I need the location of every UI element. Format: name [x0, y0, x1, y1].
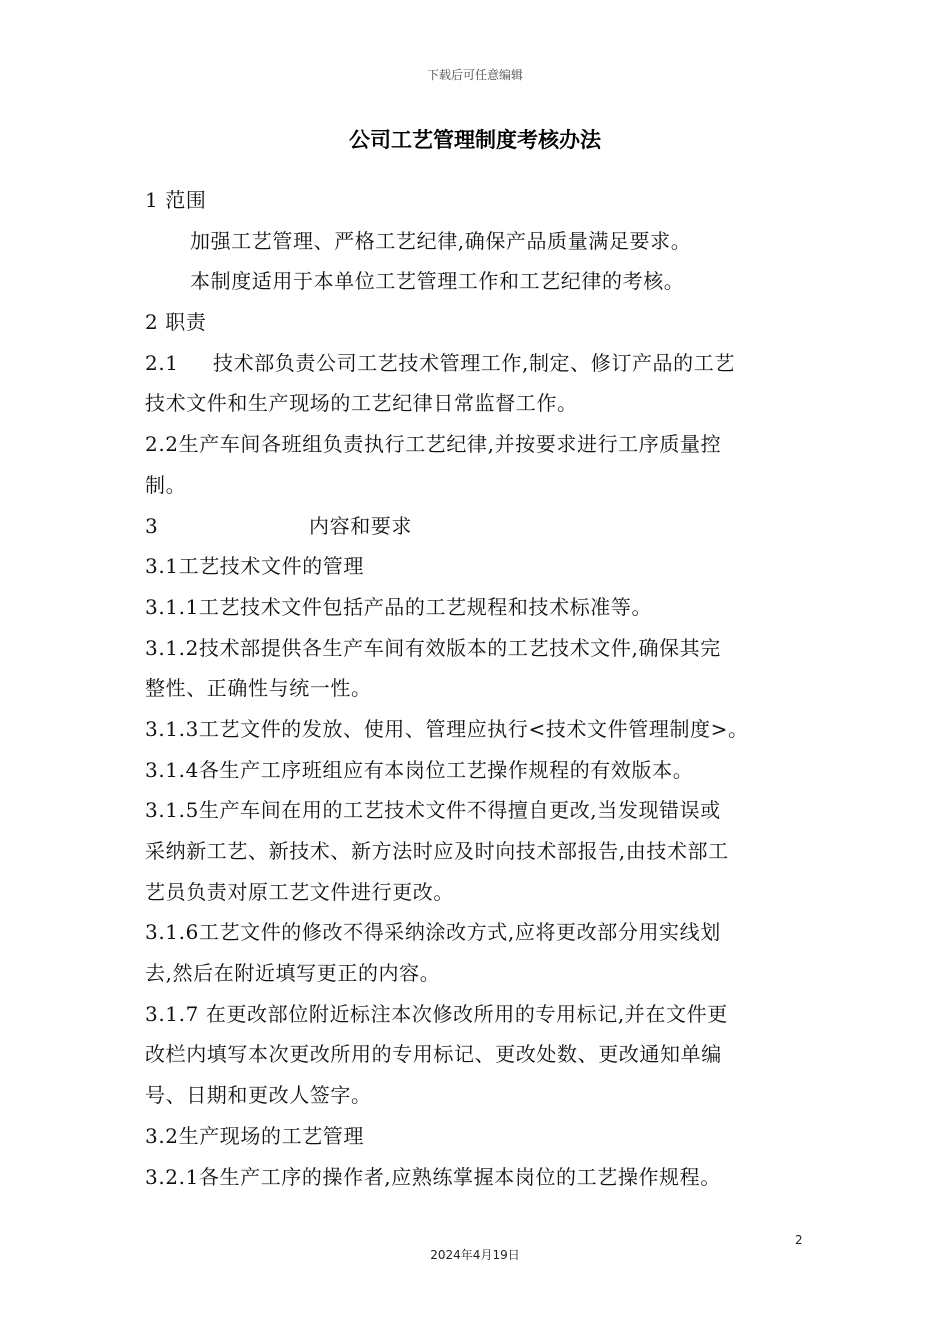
section-heading-duties: 2 职责 — [145, 310, 207, 335]
subsection-heading: 3.1工艺技术文件的管理 — [145, 554, 365, 579]
paragraph-line: 技术文件和生产现场的工艺纪律日常监督工作。 — [145, 391, 578, 416]
paragraph-line: 去,然后在附近填写更正的内容。 — [145, 961, 441, 986]
section-heading-content — [145, 506, 807, 547]
paragraph-line: 号、日期和更改人签字。 — [145, 1083, 372, 1108]
page-number: 2 — [795, 1233, 803, 1247]
paragraph-line: 加强工艺管理、严格工艺纪律,确保产品质量满足要求。 — [190, 228, 692, 253]
paragraph-line: 改栏内填写本次更改所用的专用标记、更改处数、更改通知单编 — [145, 1042, 722, 1067]
paragraph-line: 3.1.1工艺技术文件包括产品的工艺规程和技术标准等。 — [145, 594, 653, 619]
paragraph-line: 3.1.5生产车间在用的工艺技术文件不得擅自更改,当发现错误或 — [145, 798, 721, 823]
paragraph-text: 技术部负责公司工艺技术管理工作,制定、修订产品的工艺 — [213, 350, 735, 375]
paragraph-line: 采纳新工艺、新技术、新方法时应及时向技术部报告,由技术部工 — [145, 839, 729, 863]
page-header: 下载后可任意编辑 — [426, 68, 523, 82]
paragraph-line: 3.2.1各生产工序的操作者,应熟练掌握本岗位的工艺操作规程。 — [145, 1164, 721, 1189]
paragraph-line: 3.1.7 在更改部位附近标注本次修改所用的专用标记,并在文件更 — [145, 1001, 728, 1026]
paragraph-line: 3.1.3工艺文件的发放、使用、管理应执行<技术文件管理制度>。 — [145, 716, 749, 741]
paragraph-line — [145, 343, 807, 384]
paragraph-line: 本制度适用于本单位工艺管理工作和工艺纪律的考核。 — [190, 269, 685, 294]
document-title: 公司工艺管理制度考核办法 — [349, 128, 601, 152]
section-number: 3 — [145, 513, 159, 538]
paragraph-line: 3.1.4各生产工序班组应有本岗位工艺操作规程的有效版本。 — [145, 757, 694, 782]
section-heading-text: 内容和要求 — [309, 513, 412, 538]
paragraph-line: 制。 — [145, 472, 187, 497]
paragraph-line: 3.1.6工艺文件的修改不得采纳涂改方式,应将更改部分用实线划 — [145, 920, 721, 945]
paragraph-line: 3.1.2技术部提供各生产车间有效版本的工艺技术文件,确保其完 — [145, 635, 721, 660]
footer-date: 2024年4月19日 — [430, 1248, 520, 1262]
paragraph-line: 整性、正确性与统一性。 — [145, 676, 372, 701]
paragraph-line: 艺员负责对原工艺文件进行更改。 — [145, 879, 454, 904]
document-body — [145, 180, 807, 1197]
paragraph-line: 2.2生产车间各班组负责执行工艺纪律,并按要求进行工序质量控 — [145, 432, 722, 457]
section-number: 2.1 — [145, 350, 179, 375]
section-heading-scope: 1 范围 — [145, 188, 207, 212]
subsection-heading: 3.2生产现场的工艺管理 — [145, 1123, 365, 1148]
